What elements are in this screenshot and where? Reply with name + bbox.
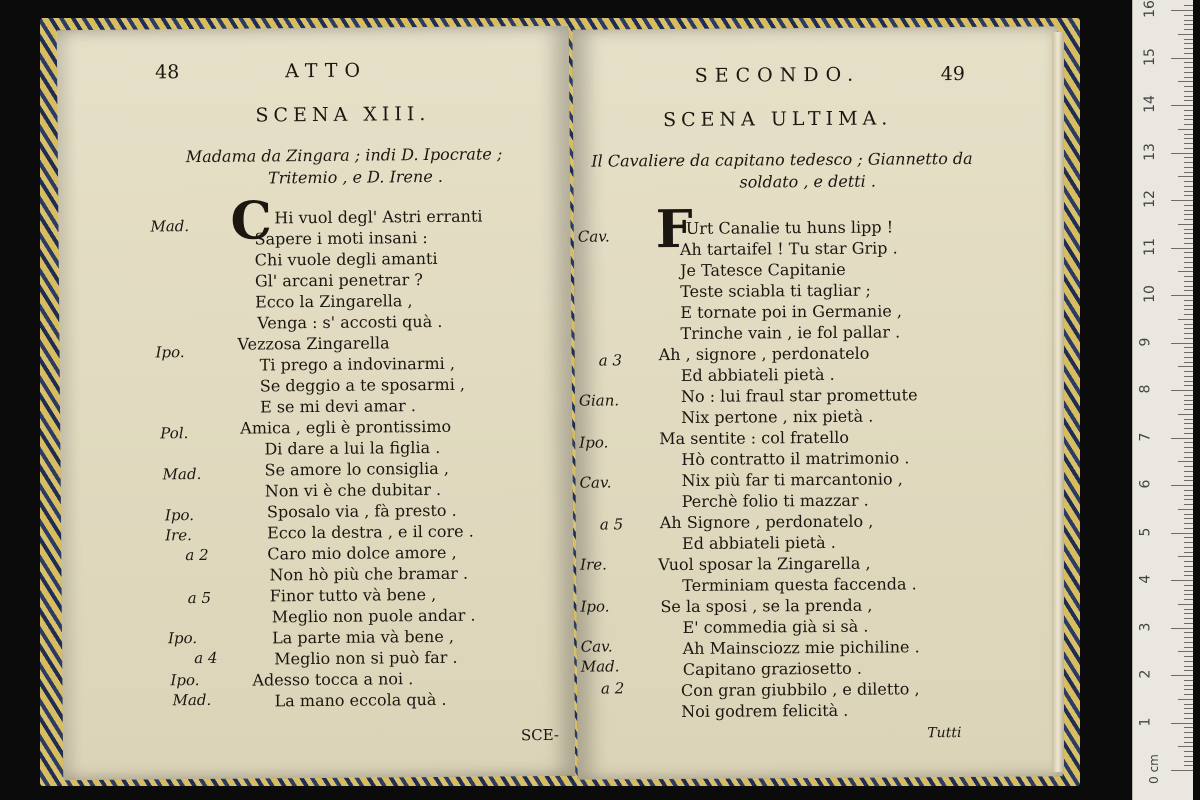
ruler-tick	[1184, 395, 1193, 396]
ruler-number: 4	[1137, 574, 1154, 584]
ruler-number: 15	[1141, 47, 1158, 66]
ruler-number: 5	[1137, 527, 1154, 536]
ruler-number: 11	[1141, 237, 1158, 256]
ruler-tick	[1184, 613, 1193, 614]
ruler-tick	[1178, 366, 1193, 367]
left-page	[57, 26, 576, 780]
speaker-label: Ipo.	[579, 433, 609, 452]
ruler-tick	[1184, 214, 1193, 215]
ruler-tick	[1184, 471, 1193, 472]
ruler-tick	[1171, 343, 1193, 344]
page-edge	[1052, 32, 1064, 772]
verse-line: Ecco la destra , e il core .	[267, 521, 474, 543]
scene-intro-line: Il Cavaliere da capitano tedesco ; Giannetto da	[591, 148, 973, 171]
ruler-tick	[1184, 518, 1193, 519]
speaker-label: a 2	[185, 545, 209, 565]
ruler-tick	[1171, 628, 1193, 629]
speaker-label: Mad.	[162, 465, 202, 484]
ruler-tick	[1184, 195, 1193, 196]
ruler-number: 14	[1141, 95, 1158, 113]
speaker-label: Mad.	[150, 217, 190, 236]
ruler-tick	[1184, 229, 1193, 230]
running-header: ATTO	[285, 59, 368, 83]
ruler-tick	[1184, 267, 1193, 268]
ruler-tick	[1184, 219, 1193, 220]
speaker-label: Ipo.	[164, 506, 195, 525]
verse-line: Se deggio a te sposarmi ,	[259, 374, 466, 396]
ruler-number: 9	[1137, 337, 1154, 346]
verse-line: Ecco la Zingarella ,	[255, 291, 413, 312]
ruler-tick	[1184, 290, 1193, 291]
ruler-tick	[1184, 708, 1193, 709]
ruler-unit-label: 0 cm	[1146, 754, 1161, 784]
verse-line: Di dare a lui la figlia .	[264, 437, 441, 459]
ruler-tick	[1184, 333, 1193, 334]
verse-line: Meglio non puole andar .	[271, 605, 476, 627]
ruler-tick	[1184, 423, 1193, 424]
ruler-tick	[1184, 134, 1193, 135]
ruler-tick	[1184, 243, 1193, 244]
verse-line: Non hò più che bramar .	[269, 563, 469, 585]
ruler-number: 3	[1137, 622, 1154, 631]
ruler-tick	[1184, 143, 1193, 144]
ruler-tick	[1184, 490, 1193, 491]
ruler-tick	[1171, 105, 1193, 106]
ruler-tick	[1184, 637, 1193, 638]
ruler-tick	[1184, 661, 1193, 662]
ruler-tick	[1184, 409, 1193, 410]
ruler-tick	[1184, 732, 1193, 733]
verse-line: Caro mio dolce amore ,	[267, 542, 457, 564]
ruler-tick	[1184, 566, 1193, 567]
verse-line: Vuol sposar la Zingarella ,	[658, 553, 871, 575]
ruler-tick	[1184, 514, 1193, 515]
ruler-tick	[1184, 86, 1193, 87]
ruler-tick	[1184, 43, 1193, 44]
ruler-tick	[1184, 138, 1193, 139]
ruler-number: 12	[1141, 190, 1158, 208]
ruler-tick	[1184, 642, 1193, 643]
verse-line: Hò contratto il matrimonio .	[681, 448, 910, 469]
ruler-tick	[1178, 461, 1193, 462]
ruler-number: 7	[1137, 432, 1154, 441]
ruler-tick	[1184, 761, 1193, 762]
ruler-tick	[1184, 115, 1193, 116]
ruler-tick	[1184, 623, 1193, 624]
ruler-tick	[1171, 58, 1193, 59]
page-number: 48	[155, 61, 180, 84]
right-page	[572, 26, 1062, 779]
verse-line: Gl' arcani penetrar ?	[254, 270, 424, 291]
ruler-tick	[1184, 594, 1193, 595]
ruler-tick	[1184, 191, 1193, 192]
speaker-label: a 2	[600, 679, 625, 698]
verse-line: Sposalo via , fà presto .	[266, 500, 457, 522]
ruler-tick	[1184, 419, 1193, 420]
ruler-tick	[1184, 742, 1193, 743]
ruler-tick	[1184, 575, 1193, 576]
ruler-tick	[1171, 675, 1193, 676]
ruler-tick	[1171, 770, 1193, 771]
ruler-tick	[1184, 466, 1193, 467]
ruler-tick	[1178, 224, 1193, 225]
scene-title: SCENA XIII.	[255, 102, 431, 127]
verse-line: Vezzosa Zingarella	[237, 333, 390, 354]
ruler-tick	[1184, 433, 1193, 434]
ruler-tick	[1184, 371, 1193, 372]
verse-line: E tornate poi in Germanie ,	[680, 301, 902, 322]
verse-line: E' commedia già si sà .	[682, 616, 869, 637]
verse-line: Trinche vain , ie fol pallar .	[680, 322, 901, 343]
ruler-tick	[1184, 504, 1193, 505]
verse-line: Nix più far ti marcantonio ,	[681, 469, 903, 490]
ruler-tick	[1184, 252, 1193, 253]
verse-line: Non vi è che dubitar .	[264, 479, 442, 501]
ruler-tick	[1184, 328, 1193, 329]
ruler-tick	[1184, 48, 1193, 49]
ruler-number: 13	[1141, 142, 1158, 161]
verse-line: Adesso tocca a noi .	[252, 669, 414, 690]
verse-line: La parte mia và bene ,	[271, 626, 455, 648]
ruler-tick	[1184, 480, 1193, 481]
speaker-label: Cav.	[577, 227, 610, 246]
scene-intro-line: Tritemio , e D. Irene .	[267, 166, 444, 188]
verse-line: Sapere i moti insani :	[254, 228, 428, 249]
ruler-tick	[1184, 495, 1193, 496]
verse-line: No : lui fraul star promettute	[680, 385, 918, 406]
ruler-tick	[1184, 751, 1193, 752]
verse-line: Ed abbiateli pietà .	[681, 532, 836, 553]
ruler-tick	[1184, 381, 1193, 382]
speaker-label: Ipo.	[170, 671, 200, 690]
ruler-tick	[1184, 385, 1193, 386]
ruler-tick	[1184, 727, 1193, 728]
catchword: SCE-	[520, 725, 560, 745]
ruler-tick	[1184, 309, 1193, 310]
ruler-number: 8	[1137, 384, 1154, 394]
speaker-label: Mad.	[172, 690, 212, 710]
ruler-tick	[1178, 129, 1193, 130]
ruler-tick	[1184, 689, 1193, 690]
ruler-tick	[1184, 238, 1193, 239]
verse-line: Hi vuol degl' Astri erranti	[274, 206, 483, 228]
ruler-tick	[1184, 647, 1193, 648]
ruler-tick	[1184, 91, 1193, 92]
ruler-tick	[1184, 67, 1193, 68]
ruler-tick	[1184, 148, 1193, 149]
ruler-tick	[1178, 81, 1193, 82]
speaker-label: Ipo.	[155, 343, 185, 362]
ruler-tick	[1184, 499, 1193, 500]
verse-line: Ah Mainsciozz mie pichiline .	[682, 637, 920, 658]
verse-line: Ti prego a indovinarmi ,	[259, 353, 455, 375]
ruler-tick	[1184, 362, 1193, 363]
ruler-tick	[1184, 5, 1193, 6]
ruler-tick	[1184, 157, 1193, 158]
verse-line: Urt Canalie tu huns lipp !	[685, 217, 894, 238]
ruler-tick	[1184, 680, 1193, 681]
ruler-tick	[1184, 590, 1193, 591]
ruler-tick	[1171, 485, 1193, 486]
ruler-tick	[1184, 685, 1193, 686]
ruler-tick	[1184, 39, 1193, 40]
speaker-label: a 5	[599, 515, 624, 534]
ruler-tick	[1178, 699, 1193, 700]
ruler-tick	[1184, 305, 1193, 306]
ruler-tick	[1178, 34, 1193, 35]
verse-line: La mano eccola quà .	[274, 689, 447, 711]
ruler-tick	[1184, 547, 1193, 548]
ruler-tick	[1184, 210, 1193, 211]
ruler-tick	[1171, 153, 1193, 154]
verse-line: Je Tatesce Capitanie	[680, 259, 846, 280]
verse-line: Ma sentite : col fratello	[659, 427, 849, 449]
ruler-tick	[1184, 357, 1193, 358]
verse-line: Ah tartaifel ! Tu star Grip .	[679, 238, 898, 259]
ruler-tick	[1184, 400, 1193, 401]
ruler-tick	[1184, 62, 1193, 63]
ruler-tick	[1178, 509, 1193, 510]
scene-title: SCENA ULTIMA.	[662, 107, 893, 132]
ruler-tick	[1184, 552, 1193, 553]
ruler-number: 16	[1141, 0, 1158, 18]
ruler-tick	[1184, 20, 1193, 21]
drop-cap: C	[230, 190, 273, 252]
ruler-number: 1	[1137, 717, 1154, 726]
ruler-tick	[1184, 119, 1193, 120]
ruler-tick	[1184, 561, 1193, 562]
ruler-tick	[1184, 110, 1193, 111]
speaker-label: Mad.	[580, 657, 620, 676]
page-number: 49	[940, 62, 965, 86]
ruler-tick	[1184, 442, 1193, 443]
ruler-tick	[1178, 651, 1193, 652]
ruler-tick	[1184, 186, 1193, 187]
ruler-tick	[1184, 262, 1193, 263]
ruler-tick	[1171, 295, 1193, 296]
ruler-tick	[1171, 533, 1193, 534]
ruler-tick	[1184, 694, 1193, 695]
verse-line: Nix pertone , nix pietà .	[681, 406, 874, 427]
verse-line: Perchè folio ti mazzar .	[681, 490, 869, 511]
ruler-tick	[1171, 248, 1193, 249]
verse-line: Chi vuole degli amanti	[254, 248, 438, 270]
ruler-tick	[1184, 181, 1193, 182]
ruler-tick	[1184, 167, 1193, 168]
ruler-tick	[1184, 756, 1193, 757]
verse-line: E se mi devi amar .	[259, 396, 417, 417]
speaker-label: Ipo.	[580, 597, 610, 616]
scale-ruler	[1132, 0, 1193, 800]
verse-line: Amica , egli è prontissimo	[240, 416, 452, 438]
verse-line: Terminiam questa faccenda .	[682, 574, 917, 595]
speaker-label: a 4	[194, 648, 218, 668]
ruler-tick	[1184, 324, 1193, 325]
speaker-label: Cav.	[580, 637, 613, 656]
scene-intro-line: soldato , e detti .	[739, 171, 877, 192]
ruler-tick	[1184, 537, 1193, 538]
ruler-tick	[1171, 723, 1193, 724]
ruler-tick	[1171, 10, 1193, 11]
verse-line: Ah , signore , perdonatelo	[658, 343, 870, 365]
speaker-label: Ire.	[165, 526, 192, 545]
ruler-tick	[1171, 580, 1193, 581]
ruler-tick	[1178, 319, 1193, 320]
verse-line: Capitano graziosetto .	[682, 658, 863, 679]
verse-line: Finor tutto và bene ,	[269, 584, 437, 606]
ruler-tick	[1184, 352, 1193, 353]
ruler-tick	[1184, 162, 1193, 163]
ruler-tick	[1184, 528, 1193, 529]
speaker-label: a 5	[187, 588, 212, 608]
ruler-tick	[1184, 77, 1193, 78]
ruler-tick	[1184, 205, 1193, 206]
ruler-tick	[1184, 737, 1193, 738]
ruler-tick	[1184, 457, 1193, 458]
ruler-tick	[1184, 276, 1193, 277]
ruler-number: 6	[1137, 479, 1154, 489]
drop-cap: F	[655, 198, 693, 261]
ruler-tick	[1178, 414, 1193, 415]
ruler-number: 2	[1137, 669, 1154, 679]
speaker-label: a 3	[598, 351, 623, 370]
ruler-tick	[1184, 300, 1193, 301]
ruler-tick	[1184, 338, 1193, 339]
ruler-tick	[1184, 257, 1193, 258]
ruler-tick	[1171, 438, 1193, 439]
ruler-tick	[1184, 404, 1193, 405]
verse-line: Teste sciabla ti tagliar ;	[680, 280, 871, 301]
ruler-tick	[1184, 29, 1193, 30]
speaker-label: Ipo.	[167, 629, 198, 648]
ruler-number: 10	[1141, 285, 1158, 303]
ruler-tick	[1184, 314, 1193, 315]
ruler-tick	[1184, 718, 1193, 719]
ruler-tick	[1184, 585, 1193, 586]
ruler-tick	[1178, 746, 1193, 747]
ruler-tick	[1184, 599, 1193, 600]
ruler-tick	[1184, 172, 1193, 173]
ruler-tick	[1184, 124, 1193, 125]
ruler-tick	[1184, 376, 1193, 377]
ruler-tick	[1184, 286, 1193, 287]
ruler-tick	[1184, 53, 1193, 54]
speaker-label: Ire.	[580, 555, 607, 574]
verse-line: Meglio non si può far .	[274, 647, 458, 669]
ruler-tick	[1184, 15, 1193, 16]
ruler-tick	[1184, 72, 1193, 73]
ruler-tick	[1184, 632, 1193, 633]
verse-line: Venga : s' accosti quà .	[257, 311, 443, 333]
ruler-tick	[1184, 447, 1193, 448]
ruler-tick	[1171, 390, 1193, 391]
ruler-tick	[1184, 281, 1193, 282]
speaker-label: Gian.	[578, 391, 620, 410]
ruler-tick	[1178, 604, 1193, 605]
ruler-tick	[1184, 713, 1193, 714]
ruler-tick	[1184, 571, 1193, 572]
ruler-tick	[1184, 100, 1193, 101]
ruler-tick	[1184, 428, 1193, 429]
ruler-tick	[1184, 666, 1193, 667]
ruler-tick	[1184, 542, 1193, 543]
running-header: SECONDO.	[694, 63, 861, 87]
ruler-tick	[1184, 704, 1193, 705]
speaker-label: Pol.	[160, 424, 189, 443]
verse-line: Noi godrem felicità .	[681, 700, 849, 721]
ruler-tick	[1184, 670, 1193, 671]
speaker-label: Cav.	[579, 473, 612, 492]
verse-line: Se la sposi , se la prenda ,	[660, 595, 873, 617]
ruler-tick	[1184, 765, 1193, 766]
ruler-tick	[1184, 347, 1193, 348]
ruler-tick	[1178, 271, 1193, 272]
ruler-tick	[1184, 523, 1193, 524]
ruler-tick	[1184, 233, 1193, 234]
scene-intro-line: Madama da Zingara ; indi D. Ipocrate ;	[185, 144, 503, 167]
ruler-tick	[1178, 176, 1193, 177]
verse-line: Con gran giubbilo , e diletto ,	[680, 679, 920, 700]
ruler-tick	[1184, 476, 1193, 477]
ruler-tick	[1184, 618, 1193, 619]
ruler-tick	[1184, 96, 1193, 97]
verse-line: Ah Signore , perdonatelo ,	[659, 511, 874, 533]
ruler-tick	[1171, 200, 1193, 201]
verse-line: Ed abbiateli pietà .	[680, 364, 835, 385]
verse-line: Se amore lo consiglia ,	[264, 458, 449, 480]
ruler-tick	[1184, 452, 1193, 453]
ruler-tick	[1184, 609, 1193, 610]
catchword: Tutti	[927, 725, 962, 742]
ruler-tick	[1184, 24, 1193, 25]
ruler-tick	[1184, 656, 1193, 657]
ruler-tick	[1178, 556, 1193, 557]
